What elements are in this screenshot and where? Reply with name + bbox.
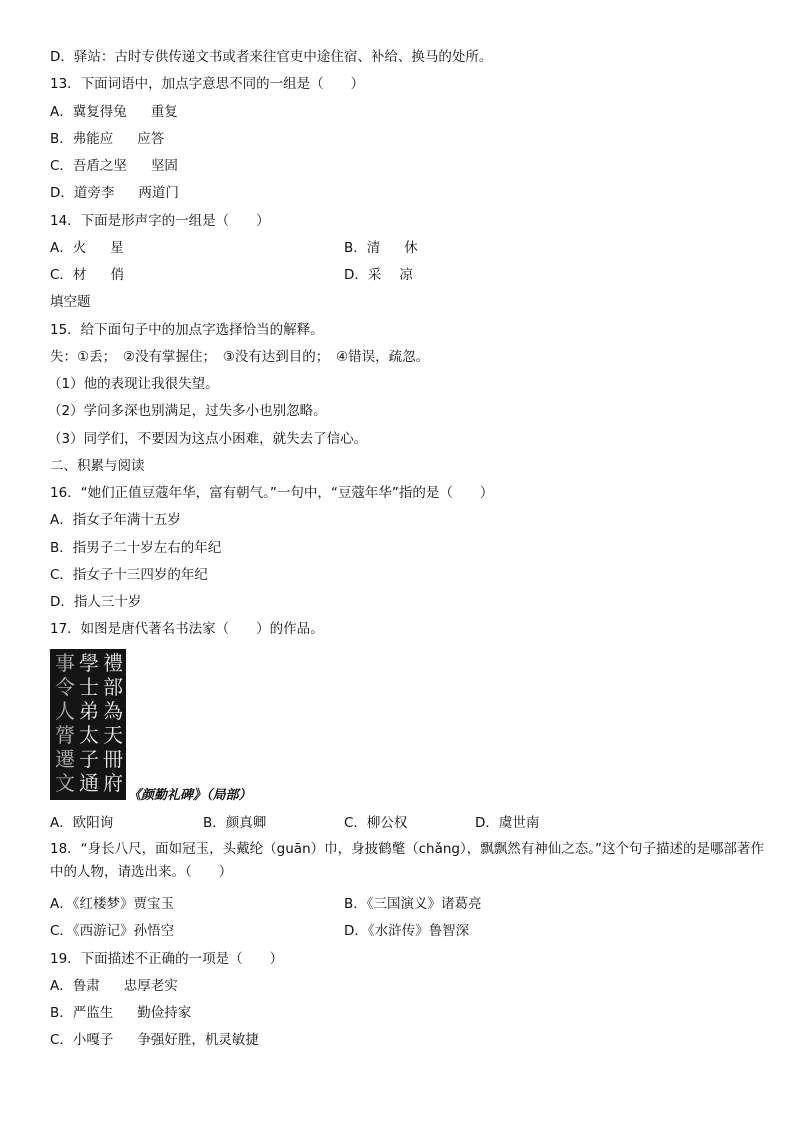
q14-option-d: D．采 凉 [344, 267, 413, 283]
q17-option-b: B．颜真卿 [203, 815, 267, 831]
q13-option-a: A．冀复得兔 重复 [50, 104, 178, 120]
calligraphy-column-2: 學士弟太子通 [79, 651, 99, 795]
q16-option-c: C．指女子十三四岁的年纪 [50, 567, 208, 583]
q15-stem: 15．给下面句子中的加点字选择恰当的解释。 [50, 322, 324, 338]
q16-option-d: D．指人三十岁 [50, 594, 142, 610]
q17-option-c: C．柳公权 [344, 815, 408, 831]
q17-option-a: A．欧阳询 [50, 815, 114, 831]
q18-stem: 18．“身长八尺，面如冠玉，头戴纶（guān）巾，身披鹤氅（chǎng），飘飘然有神仙之态。”这个句子描述的是哪部著作中的人物，请选出来。（ ） [50, 841, 764, 880]
q14-option-c: C．材 俏 [50, 267, 124, 283]
q16-option-a: A．指女子年满十五岁 [50, 512, 181, 528]
section-fill-heading: 填空题 [50, 294, 91, 310]
q17-stem: 17．如图是唐代著名书法家（ ）的作品。 [50, 621, 324, 637]
q19-option-b: B．严监生 勤俭持家 [50, 1005, 192, 1021]
q18-option-b: B．《三国演义》诸葛亮 [344, 896, 482, 912]
q14-option-a: A．火 星 [50, 240, 124, 256]
q19-option-a: A．鲁肃 忠厚老实 [50, 978, 178, 994]
q18-option-d: D．《水浒传》鲁智深 [344, 923, 470, 939]
q14-stem: 14．下面是形声字的一组是（ ） [50, 213, 270, 229]
section-2-heading: 二、积累与阅读 [50, 458, 145, 474]
calligraphy-column-3: 事令人膂遷文 [55, 651, 75, 795]
calligraphy-column-1: 禮部為天冊府 [103, 651, 123, 795]
q14-option-b: B．清 休 [344, 240, 418, 256]
q19-option-c: C．小嘎子 争强好胜，机灵敏捷 [50, 1032, 259, 1048]
calligraphy-caption: 《颜勤礼碑》（局部） [128, 788, 252, 803]
q17-option-d: D．虞世南 [475, 815, 540, 831]
q13-stem: 13．下面词语中，加点字意思不同的一组是（ ） [50, 76, 365, 92]
q15-item-1: （1）他的表现让我很失望。 [48, 376, 219, 392]
q15-meanings: 失：①丢； ②没有掌握住； ③没有达到目的； ④错误，疏忽。 [50, 349, 430, 365]
q15-item-3: （3）同学们，不要因为这点小困难，就失去了信心。 [48, 431, 368, 447]
q13-option-d: D．道旁李 两道门 [50, 185, 179, 201]
q19-stem: 19．下面描述不正确的一项是（ ） [50, 951, 284, 967]
q18-option-a: A．《红楼梦》贾宝玉 [50, 896, 174, 912]
q12-option-d: D．驿站：古时专供传递文书或者来往官吏中途住宿、补给、换马的处所。 [50, 49, 493, 65]
q16-option-b: B．指男子二十岁左右的年纪 [50, 540, 222, 556]
q16-stem: 16．“她们正值豆蔻年华，富有朝气。”一句中，“豆蔻年华”指的是（ ） [50, 485, 494, 501]
q13-option-b: B．弗能应 应答 [50, 131, 165, 147]
q18-option-c: C．《西游记》孙悟空 [50, 923, 175, 939]
calligraphy-image [50, 649, 126, 800]
q13-option-c: C．吾盾之坚 坚固 [50, 158, 178, 174]
q15-item-2: （2）学问多深也别满足，过失多小也别忽略。 [48, 403, 327, 419]
